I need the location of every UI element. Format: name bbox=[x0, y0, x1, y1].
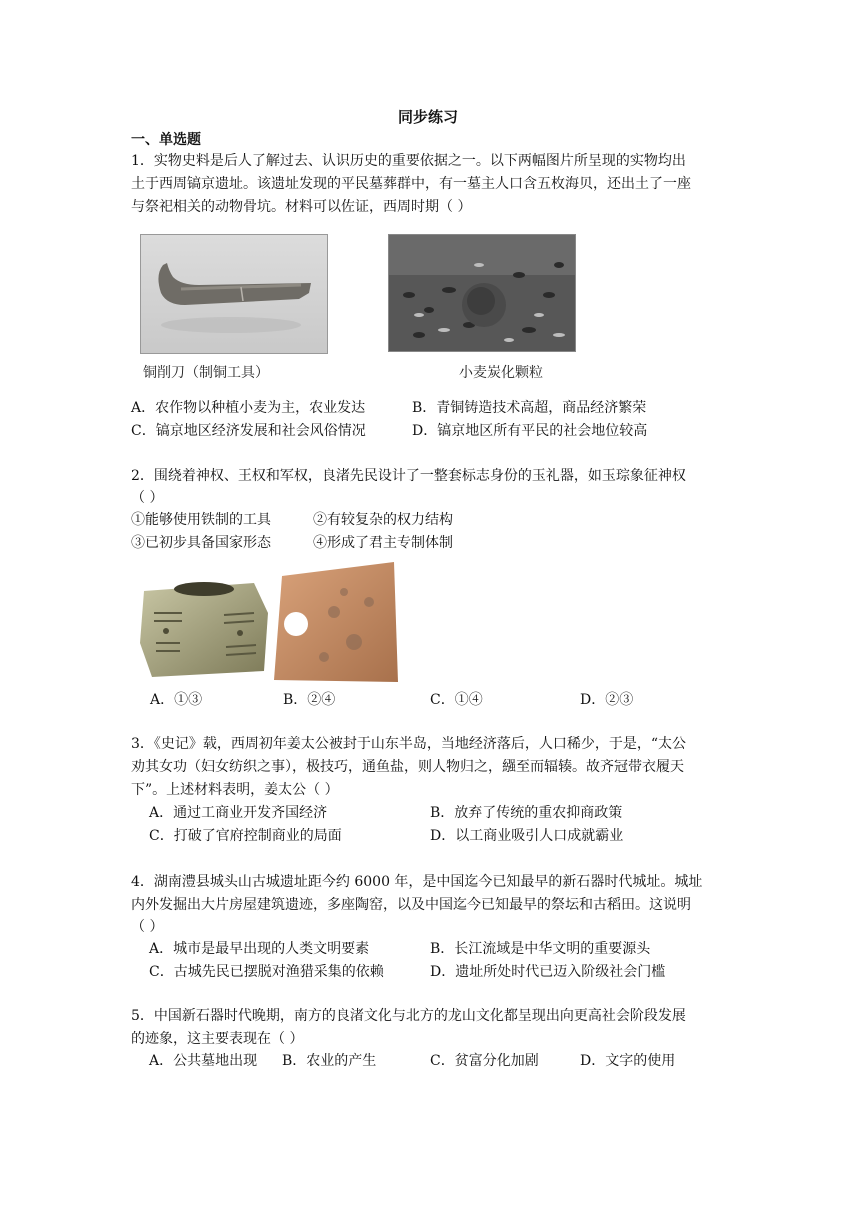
option-b: B．长江流域是中华文明的重要源头 bbox=[430, 941, 651, 957]
image-caption: 小麦炭化颗粒 bbox=[459, 365, 543, 381]
option-c: C．贫富分化加剧 bbox=[430, 1053, 539, 1069]
jade-cong-image bbox=[134, 573, 274, 681]
question-text-line: 下”。上述材料表明，姜太公（ ） bbox=[131, 782, 339, 798]
option-a: A．公共墓地出现 bbox=[149, 1053, 258, 1069]
question-text-line: 4．湖南澧县城头山古城遗址距今约 6000 年，是中国迄今已知最早的新石器时代城址。城址 bbox=[131, 874, 703, 890]
question-text-line: 土于西周镐京遗址。该遗址发现的平民墓葬群中，有一墓主人口含五枚海贝，还出土了一座 bbox=[131, 176, 691, 192]
question-text-line: 1．实物史料是后人了解过去、认识历史的重要依据之一。以下两幅图片所呈现的实物均出 bbox=[131, 153, 686, 169]
question-text-line: 劝其女功（妇女纺织之事），极技巧，通鱼盐，则人物归之，繦至而辐辏。故齐冠带衣履天 bbox=[131, 759, 684, 775]
option-d: D．文字的使用 bbox=[580, 1053, 676, 1069]
statement-item: ②有较复杂的权力结构 bbox=[313, 512, 453, 528]
option-b: B．青铜铸造技术高超，商品经济繁荣 bbox=[412, 400, 647, 416]
page-title: 同步练习 bbox=[398, 108, 459, 126]
question-text-line: （ ） bbox=[131, 490, 164, 506]
option-a: A．①③ bbox=[150, 692, 203, 708]
question-text-line: 与祭祀相关的动物骨坑。材料可以佐证，西周时期（ ） bbox=[131, 199, 472, 215]
bronze-knife-image bbox=[140, 234, 328, 354]
option-c: C．古城先民已摆脱对渔猎采集的依赖 bbox=[149, 964, 384, 980]
question-text-line: 5．中国新石器时代晚期，南方的良渚文化与北方的龙山文化都呈现出向更高社会阶段发展 bbox=[131, 1008, 686, 1024]
option-c: C．打破了官府控制商业的局面 bbox=[149, 828, 342, 844]
option-b: B．②④ bbox=[283, 692, 336, 708]
option-d: D．镐京地区所有平民的社会地位较高 bbox=[412, 423, 648, 439]
option-d: D．②③ bbox=[580, 692, 634, 708]
question-text-line: 内外发掘出大片房屋建筑遗迹，多座陶窑，以及中国迄今已知最早的祭坛和古稻田。这说明 bbox=[131, 897, 691, 913]
question-text-line: （ ） bbox=[131, 919, 164, 935]
question-text-line: 的迹象，这主要表现在（ ） bbox=[131, 1031, 304, 1047]
option-d: D．遗址所处时代已迈入阶级社会门槛 bbox=[430, 964, 666, 980]
statement-item: ③已初步具备国家形态 bbox=[131, 535, 271, 551]
option-c: C．镐京地区经济发展和社会风俗情况 bbox=[131, 423, 366, 439]
option-a: A．通过工商业开发齐国经济 bbox=[149, 805, 328, 821]
option-a: A．城市是最早出现的人类文明要素 bbox=[149, 941, 370, 957]
question-text-line: 3．《史记》载，西周初年姜太公被封于山东半岛，当地经济落后，人口稀少，于是，“太公 bbox=[131, 736, 687, 752]
option-d: D．以工商业吸引人口成就霸业 bbox=[430, 828, 624, 844]
question-text-line: 2．围绕着神权、王权和军权，良渚先民设计了一整套标志身份的玉礼器，如玉琮象征神权 bbox=[131, 468, 686, 484]
option-b: B．农业的产生 bbox=[282, 1053, 377, 1069]
jade-axe-image bbox=[274, 562, 398, 682]
image-caption: 铜削刀（制铜工具） bbox=[143, 365, 269, 381]
option-b: B．放弃了传统的重农抑商政策 bbox=[430, 805, 623, 821]
option-a: A．农作物以种植小麦为主，农业发达 bbox=[131, 400, 366, 416]
carbonized-wheat-image bbox=[388, 234, 576, 352]
section-heading: 一、单选题 bbox=[131, 132, 201, 148]
statement-item: ①能够使用铁制的工具 bbox=[131, 512, 271, 528]
statement-item: ④形成了君主专制体制 bbox=[313, 535, 453, 551]
option-c: C．①④ bbox=[430, 692, 483, 708]
